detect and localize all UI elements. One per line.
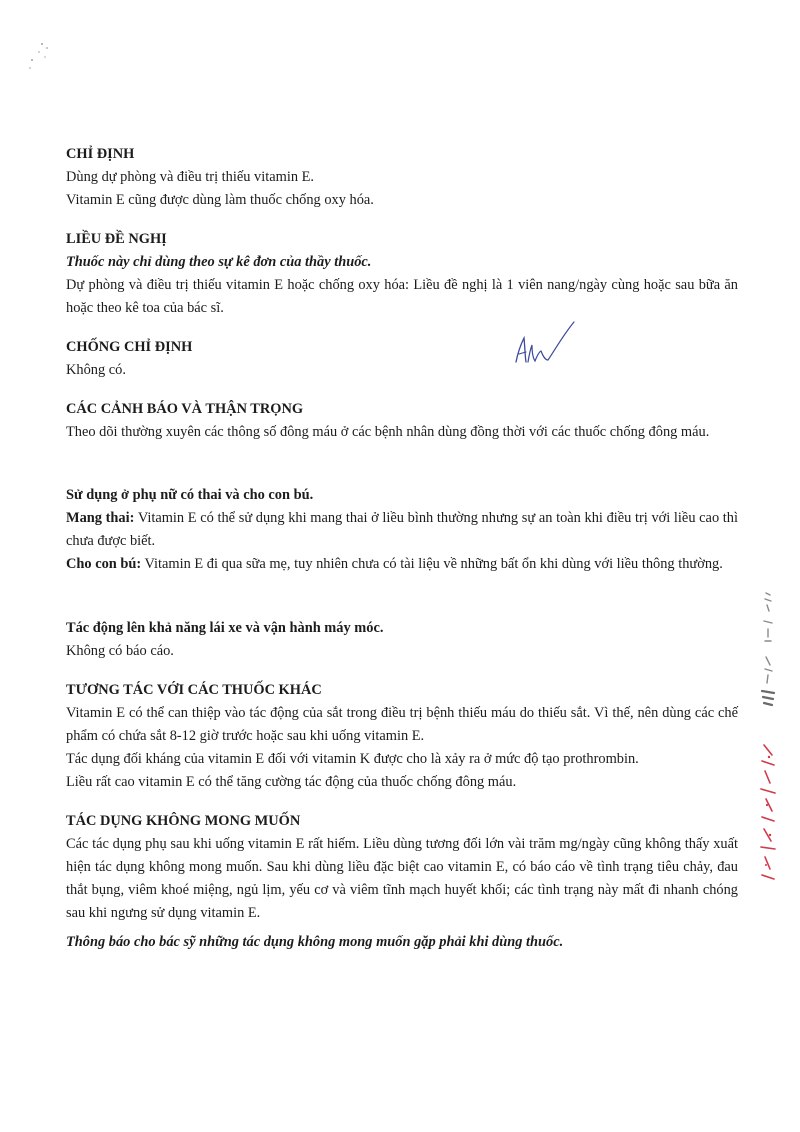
chi-dinh-line-1: Dùng dự phòng và điều trị thiếu vitamin E. — [66, 169, 315, 185]
heading-chong-chi-dinh: CHỐNG CHỈ ĐỊNH — [66, 339, 193, 355]
mang-thai-text: Vitamin E có thể sử dụng khi mang thai ở liều bình thường nhưng sự an toàn khi điều trị với liều cao thì chưa được biết. — [66, 510, 738, 549]
scan-specks — [28, 38, 68, 78]
mang-thai-label: Mang thai: — [66, 510, 135, 526]
lieu-de-nghi-text: Dự phòng và điều trị thiếu vitamin E hoặc chống oxy hóa: Liều đề nghị là 1 viên nang/ngày cùng hoặc sau bữa ăn hoặc theo kê toa của bác sĩ. — [66, 277, 738, 316]
tuong-tac-para-2: Tác dụng đối kháng của vitamin E đối với vitamin K được cho là xảy ra ở mức độ tạo prothrombin. — [66, 751, 639, 767]
handwritten-signature — [512, 318, 578, 370]
canh-bao-text: Theo dõi thường xuyên các thông số đông máu ở các bệnh nhân dùng đồng thời với các thuốc chống đông máu. — [66, 424, 710, 440]
heading-lieu-de-nghi: LIỀU ĐỀ NGHỊ — [66, 231, 167, 247]
margin-stamp-marks — [752, 585, 786, 905]
heading-lai-xe: Tác động lên khả năng lái xe và vận hành máy móc. — [66, 620, 384, 636]
section-tac-dung-khong-mong-muon — [66, 810, 738, 954]
section-tuong-tac — [66, 679, 738, 794]
notice-text: Thông báo cho bác sỹ những tác dụng không mong muốn gặp phải khi dùng thuốc. — [66, 934, 564, 950]
section-chi-dinh — [66, 143, 738, 212]
cho-con-bu-paragraph — [66, 553, 738, 576]
section-phu-nu-co-thai — [66, 484, 738, 576]
section-chong-chi-dinh — [66, 336, 738, 382]
tuong-tac-para-3: Liều rất cao vitamin E có thể tăng cường tác động của thuốc chống đông máu. — [66, 774, 517, 790]
chong-chi-dinh-text: Không có. — [66, 362, 126, 378]
heading-tuong-tac: TƯƠNG TÁC VỚI CÁC THUỐC KHÁC — [66, 682, 322, 698]
chi-dinh-line-2: Vitamin E cũng được dùng làm thuốc chống oxy hóa. — [66, 192, 374, 208]
tac-dung-text: Các tác dụng phụ sau khi uống vitamin E rất hiếm. Liều dùng tương đối lớn vài trăm mg/ngày cũng không thấy xuất hiện tác dụng không mong muốn. Sau khi dùng liều đặc biệt cao vitamin E, có báo cáo về tình trạng tiêu chảy, đau thắt bụng, viêm khoé miệng, ngủ lịm, yếu cơ và viêm tĩnh mạch huyết khối; các tình trạng này mất đi nhanh chóng sau khi ngưng sử dụng vitamin E. — [66, 836, 738, 921]
heading-tac-dung-khong-mong-muon: TÁC DỤNG KHÔNG MONG MUỐN — [66, 813, 301, 829]
heading-phu-nu-co-thai: Sử dụng ở phụ nữ có thai và cho con bú. — [66, 487, 314, 503]
heading-canh-bao: CÁC CẢNH BÁO VÀ THẬN TRỌNG — [66, 401, 304, 417]
section-lai-xe — [66, 617, 738, 663]
cho-con-bu-text: Vitamin E đi qua sữa mẹ, tuy nhiên chưa có tài liệu về những bất ổn khi dùng với liều thông thường. — [141, 556, 723, 572]
mang-thai-paragraph — [66, 507, 738, 553]
cho-con-bu-label: Cho con bú: — [66, 556, 142, 572]
prescription-note: Thuốc này chỉ dùng theo sự kê đơn của thầy thuốc. — [66, 254, 372, 270]
section-canh-bao — [66, 398, 738, 444]
section-lieu-de-nghi — [66, 228, 738, 320]
lai-xe-text: Không có báo cáo. — [66, 643, 174, 659]
heading-chi-dinh: CHỈ ĐỊNH — [66, 146, 135, 162]
tuong-tac-para-1: Vitamin E có thể can thiệp vào tác động của sắt trong điều trị bệnh thiếu máu do thiếu sắt. Vì thế, nên dùng các chế phẩm có chứa sắt 8-12 giờ trước hoặc sau khi uống vitamin E. — [66, 705, 738, 744]
